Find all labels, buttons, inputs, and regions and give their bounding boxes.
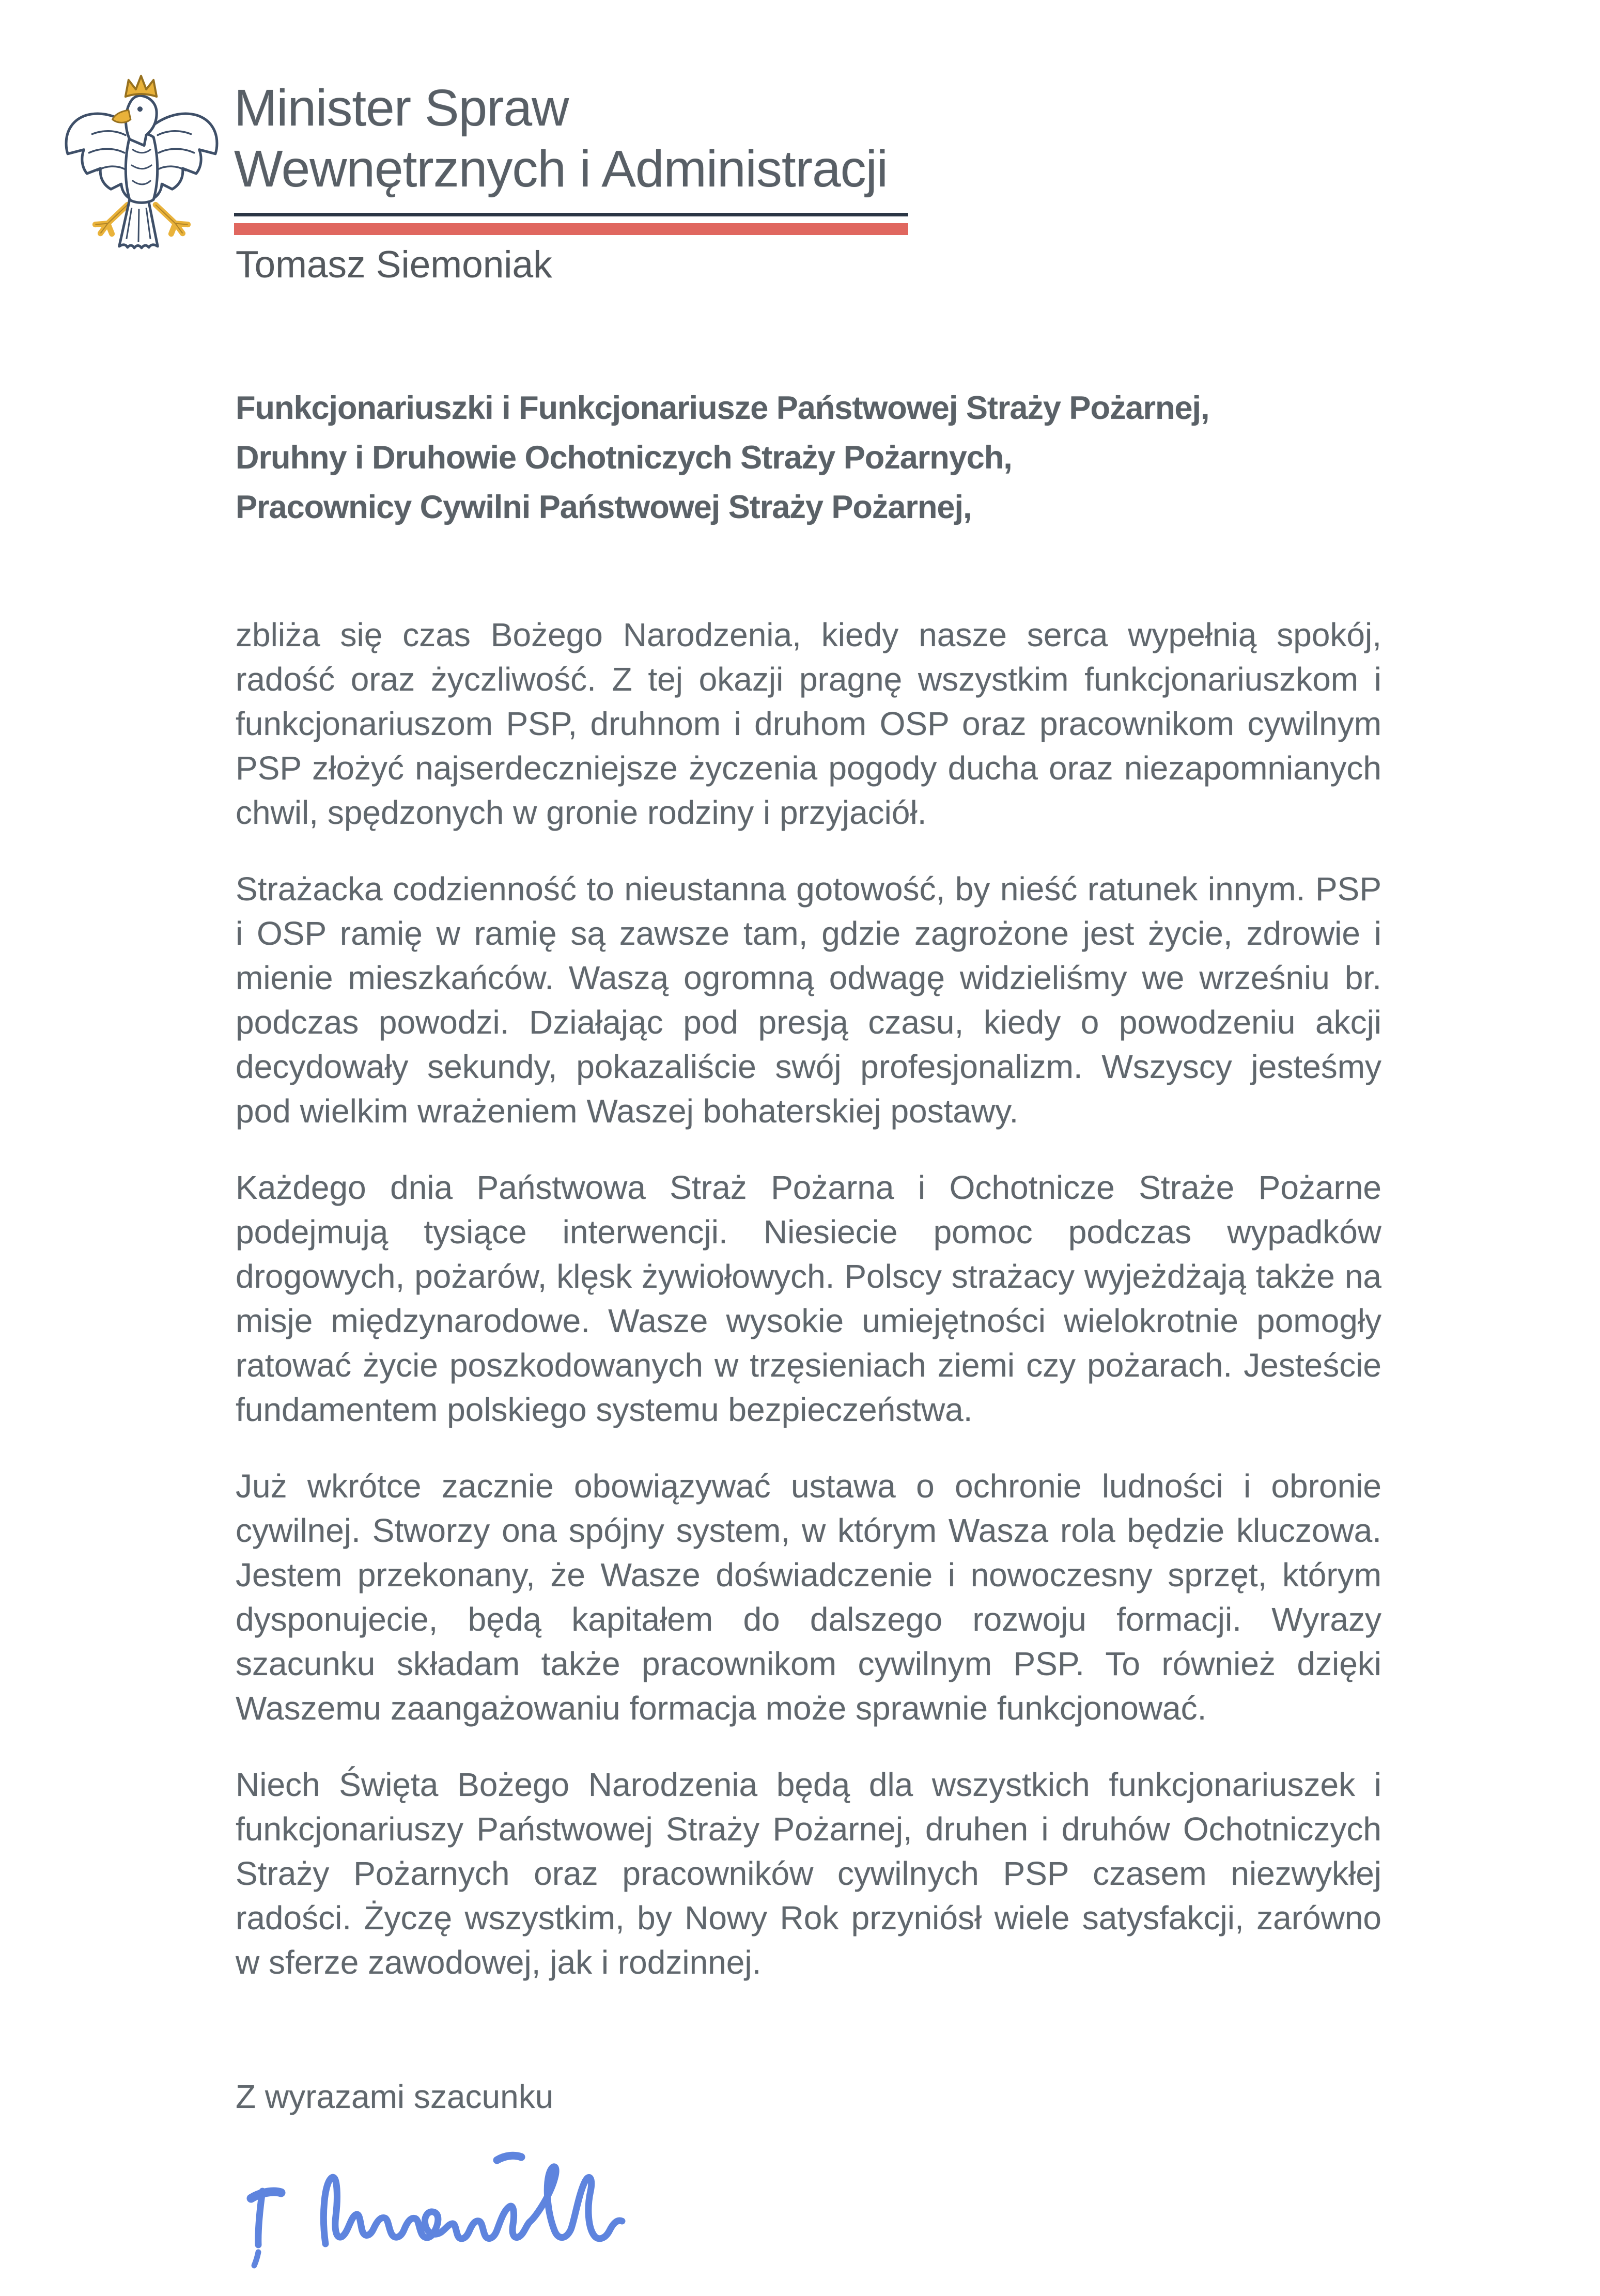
signature-handwriting xyxy=(228,2122,683,2277)
sender-name: Tomasz Siemoniak xyxy=(236,244,552,286)
polish-eagle-emblem-icon xyxy=(61,71,222,275)
paragraph-5: Niech Święta Bożego Narodzenia będą dla wszystkich funkcjonariuszek i funkcjonariuszy Państwowej Straży Pożarnej, druhen i druhów Ochotniczych Straży Pożarnych oraz pracowników cywilnych PSP czasem niezwykłej radości. Życzę wszystkim, by Nowy Rok przyniósł wiele satysfakcji, zarówno w sferze zawodowej, jak i rodzinnej. xyxy=(236,1766,1381,1981)
paragraph-2: Strażacka codzienność to nieustanna gotowość, by nieść ratunek innym. PSP i OSP ramię w ramię są zawsze tam, gdzie zagrożone jest życie, zdrowie i mienie mieszkańców. Waszą ogromną odwagę widzieliśmy we wrześniu br. podczas powodzi. Działając pod presją czasu, kiedy o powodzeniu akcji decydowały sekundy, pokazaliście swój profesjonalizm. Wszyscy jesteśmy pod wielkim wrażeniem Waszej bohaterskiej postawy. xyxy=(236,870,1381,1130)
letter-body xyxy=(236,613,1381,2017)
closing-phrase: Z wyrazami szacunku xyxy=(236,2078,554,2115)
salutation-line-3: Pracownicy Cywilni Państwowej Straży Pożarnej, xyxy=(236,489,972,525)
ministry-title-line1: Minister Spraw xyxy=(234,79,569,137)
salutation-line-2: Druhny i Druhowie Ochotniczych Straży Pożarnych, xyxy=(236,440,1012,476)
paragraph-1: zbliża się czas Bożego Narodzenia, kiedy nasze serca wypełnią spokój, radość oraz życzliwość. Z tej okazji pragnę wszystkim funkcjonariuszkom i funkcjonariuszom PSP, druhnom i druhom OSP oraz pracownikom cywilnym PSP złożyć najserdeczniejsze życzenia pogody ducha oraz niezapomnianych chwil, spędzonych w gronie rodziny i przyjaciół. xyxy=(236,616,1381,831)
header-rule-red xyxy=(234,223,908,235)
header-rule-dark xyxy=(234,213,908,216)
paragraph-4: Już wkrótce zacznie obowiązywać ustawa o ochronie ludności i obronie cywilnej. Stworzy ona spójny system, w którym Wasza rola będzie kluczowa. Jestem przekonany, że Wasze doświadczenie i nowoczesny sprzęt, którym dysponujecie, będą kapitałem do dalszego rozwoju formacji. Wyrazy szacunku składam także pracownikom cywilnym PSP. To również dzięki Waszemu zaangażowaniu formacja może sprawnie funkcjonować. xyxy=(236,1467,1381,1727)
salutation-line-1: Funkcjonariuszki i Funkcjonariusze Państwowej Straży Pożarnej, xyxy=(236,390,1209,426)
ministry-title xyxy=(234,77,888,199)
salutation xyxy=(236,383,1209,532)
paragraph-3: Każdego dnia Państwowa Straż Pożarna i Ochotnicze Straże Pożarne podejmują tysiące interwencji. Niesiecie pomoc podczas wypadków drogowych, pożarów, klęsk żywiołowych. Polscy strażacy wyjeżdżają także na misje międzynarodowe. Wasze wysokie umiejętności wielokrotnie pomogły ratować życie poszkodowanych w trzęsieniach ziemi czy pożarach. Jesteście fundamentem polskiego systemu bezpieczeństwa. xyxy=(236,1169,1381,1428)
ministry-title-line2: Wewnętrznych i Administracji xyxy=(234,140,888,198)
